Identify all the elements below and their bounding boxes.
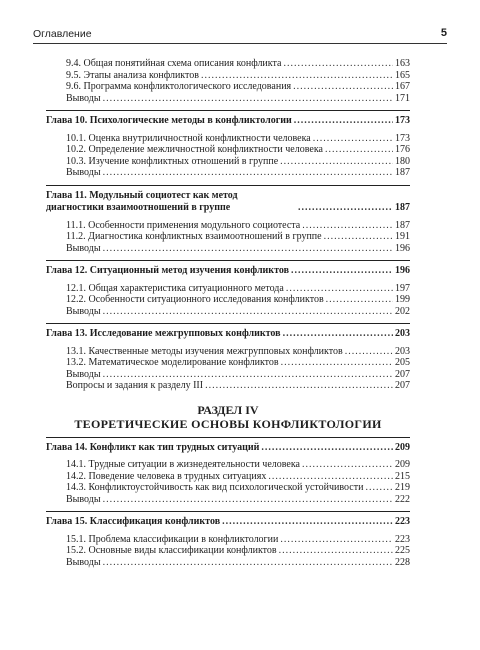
section-title: ТЕОРЕТИЧЕСКИЕ ОСНОВЫ КОНФЛИКТОЛОГИИ	[74, 416, 382, 431]
chapter-block	[46, 323, 410, 392]
toc-entry: 13.1. Качественные методы изучения межгрупповых конфликтов ..... 203	[46, 346, 410, 358]
chapter-entry: Глава 11. Модульный социотест как метод диагностики взаимоотношений в группе ..... 187	[46, 190, 410, 214]
toc-entry: 10.3. Изучение конфликтных отношений в группе ..... 180	[46, 156, 410, 168]
chapter-entry: Глава 10. Психологические методы в конфликтологии ..... 173	[46, 115, 410, 127]
toc-entry: Выводы ..... 187	[46, 167, 410, 179]
chapter-block	[46, 511, 410, 568]
toc-entry: 15.2. Основные виды классификации конфликтов ..... 225	[46, 545, 410, 557]
running-header	[33, 27, 447, 44]
toc-entry: 10.2. Определение межличностной конфликтности человека ..... 176	[46, 144, 410, 156]
toc-entry: Выводы ..... 196	[46, 243, 410, 255]
toc-entry: 14.2. Поведение человека в трудных ситуациях ..... 215	[46, 471, 410, 483]
chapter-entry: Глава 12. Ситуационный метод изучения конфликтов ..... 196	[46, 265, 410, 277]
toc-entry: 10.1. Оценка внутриличностной конфликтности человека ..... 173	[46, 133, 410, 145]
toc-entry: 13.2. Математическое моделирование конфликтов ..... 205	[46, 357, 410, 369]
toc-entry: 9.6. Программа конфликтологического исследования ..... 167	[46, 81, 410, 93]
toc-entry: 12.2. Особенности ситуационного исследования конфликтов ..... 199	[46, 294, 410, 306]
toc-entry: 11.1. Особенности применения модульного социотеста ..... 187	[46, 220, 410, 232]
toc-entry: 14.1. Трудные ситуации в жизнедеятельности человека ..... 209	[46, 459, 410, 471]
toc-entry: Выводы ..... 228	[46, 557, 410, 569]
toc-entry: Выводы ..... 207	[46, 369, 410, 381]
chapter-entry: Глава 15. Классификация конфликтов ..... 223	[46, 516, 410, 528]
section-heading	[46, 403, 410, 431]
page-number: 5	[440, 27, 447, 39]
toc-entry: 14.3. Конфликтоустойчивость как вид психологической устойчивости ..... 219	[46, 482, 410, 494]
chapter-block	[46, 260, 410, 317]
toc-entry: 11.2. Диагностика конфликтных взаимоотношений в группе ..... 191	[46, 231, 410, 243]
toc-entry: Выводы ..... 222	[46, 494, 410, 506]
toc-entry: 9.5. Этапы анализа конфликтов ..... 165	[46, 70, 410, 82]
chapter-block	[46, 437, 410, 506]
toc-entry: Выводы ..... 171	[46, 93, 410, 105]
section-number: РАЗДЕЛ IV	[197, 402, 259, 417]
chapter-entry: Глава 13. Исследование межгрупповых конфликтов ..... 203	[46, 328, 410, 340]
toc-entry: 9.4. Общая понятийная схема описания конфликта ..... 163	[46, 58, 410, 70]
running-header-title: Оглавление	[33, 28, 92, 40]
table-of-contents	[46, 58, 410, 568]
chapter-block	[46, 110, 410, 179]
toc-entry: 15.1. Проблема классификации в конфликтологии ..... 223	[46, 534, 410, 546]
toc-entry: Выводы ..... 202	[46, 306, 410, 318]
toc-entry: Вопросы и задания к разделу III ..... 207	[46, 380, 410, 392]
toc-entry: 12.1. Общая характеристика ситуационного метода ..... 197	[46, 283, 410, 295]
chapter-entry: Глава 14. Конфликт как тип трудных ситуаций ..... 209	[46, 442, 410, 454]
chapter-block	[46, 185, 410, 255]
